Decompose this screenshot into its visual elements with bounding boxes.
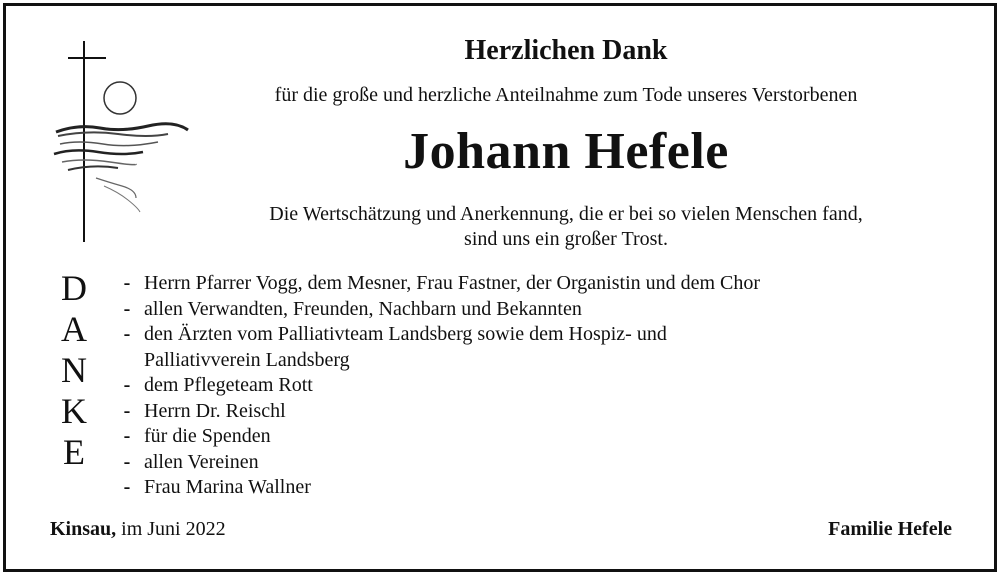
appreciation-line: sind uns ein großer Trost. [464, 228, 668, 250]
dash-bullet: - [123, 272, 131, 294]
danke-letter: N [61, 350, 87, 390]
dash-bullet: - [123, 297, 131, 320]
list-item [118, 322, 978, 373]
list-item-text: allen Vereinen [144, 450, 259, 473]
place: Kinsau, [50, 518, 117, 540]
appreciation-line: Die Wertschätzung und Anerkennung, die er bei so vielen Menschen fand, [269, 203, 863, 225]
danke-vertical-word [52, 268, 96, 473]
dash-bullet: - [123, 425, 131, 447]
danke-letter: A [61, 309, 87, 349]
date: im Juni 2022 [116, 518, 226, 540]
list-item [118, 450, 978, 476]
list-item [118, 399, 978, 425]
danke-letter: K [61, 391, 87, 431]
dash-bullet: - [123, 374, 131, 396]
notice-subtitle: für die große und herzliche Anteilnahme zum Tode unseres Verstorbenen [274, 84, 858, 106]
danke-letter: E [63, 432, 85, 472]
list-item [118, 297, 978, 323]
list-item [118, 271, 978, 297]
dash-bullet: - [123, 450, 131, 473]
thanks-list [118, 271, 978, 501]
dash-bullet: - [123, 323, 131, 345]
list-item-text: allen Verwandten, Freunden, Nachbarn und Bekannten [144, 297, 582, 320]
deceased-name: Johann Hefele [403, 123, 729, 180]
list-item-text: Herrn Pfarrer Vogg, dem Mesner, Frau Fastner, der Organistin und dem Chor [144, 272, 761, 294]
list-item [118, 373, 978, 399]
notice-title: Herzlichen Dank [464, 35, 668, 66]
list-item-text: dem Pflegeteam Rott [144, 374, 313, 396]
list-item-text-continued: Palliativverein Landsberg [144, 348, 350, 371]
dash-bullet: - [123, 399, 131, 422]
signature: Familie Hefele [828, 518, 952, 540]
list-item-text: für die Spenden [144, 425, 271, 447]
dash-bullet: - [123, 476, 131, 498]
list-item-text: Herrn Dr. Reischl [144, 399, 286, 422]
obituary-thanks-card [3, 3, 997, 572]
list-item [118, 424, 978, 450]
list-item-text: Frau Marina Wallner [144, 476, 311, 498]
danke-letter: D [61, 268, 87, 308]
place-date [50, 518, 226, 541]
list-item-text: den Ärzten vom Palliativteam Landsberg sowie dem Hospiz- und [144, 323, 667, 345]
appreciation-text [166, 202, 966, 252]
list-item [118, 475, 978, 501]
